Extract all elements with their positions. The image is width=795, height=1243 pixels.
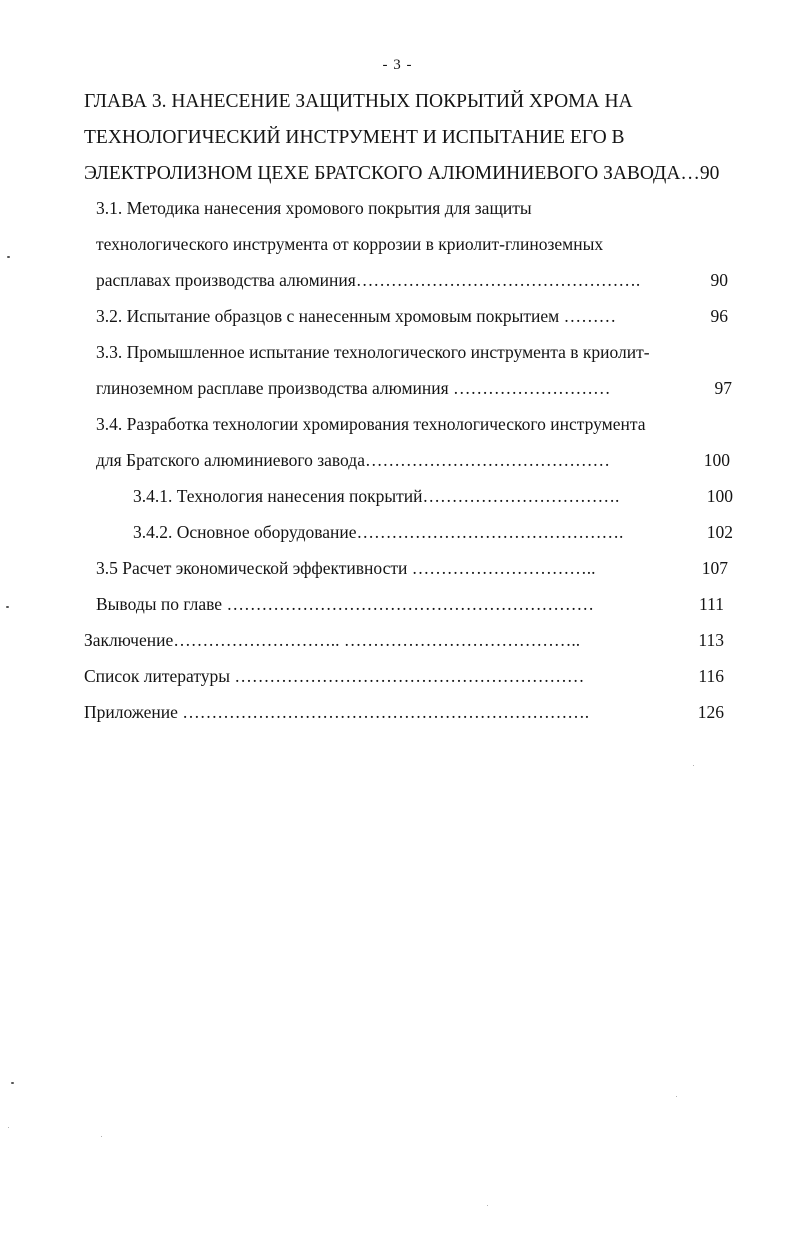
scan-speck: [101, 1136, 102, 1137]
toc-entry-conclusions: Выводы по главе ………………………………………………………: [96, 594, 594, 614]
toc-entry-3-4-2-line-1: 3.4.2. Основное оборудование……………………………………….: [133, 522, 624, 542]
toc-entry-3-4-1-page: 100: [706, 486, 733, 506]
toc-entry-3-1-line-1: 3.1. Методика нанесения хромового покрытия для защиты: [96, 198, 532, 218]
scan-speck: [11, 1082, 14, 1084]
scan-speck: [8, 1127, 9, 1128]
toc-entry-3-2-line-1: 3.2. Испытание образцов с нанесенным хромовым покрытием ………: [96, 306, 617, 326]
scan-speck: [6, 606, 9, 608]
toc-entry-conclusions-page: 111: [699, 594, 724, 614]
toc-entry-3-2-page: 96: [710, 306, 728, 326]
scan-speck: [693, 765, 694, 766]
toc-entry-appendix-page: 126: [697, 702, 724, 722]
toc-entry-3-5-line-1: 3.5 Расчет экономической эффективности …………………………..: [96, 558, 596, 578]
toc-entry-3-4-line-2: для Братского алюминиевого завода……………………………………: [96, 450, 610, 470]
toc-entry-appendix: Приложение …………………………………………………………….: [84, 702, 590, 722]
toc-entry-summary-page: 113: [698, 630, 724, 650]
toc-entry-3-3-line-1: 3.3. Промышленное испытание технологического инструмента в криолит-: [96, 342, 650, 362]
chapter-heading: [84, 84, 734, 192]
scan-speck: [487, 1205, 488, 1206]
toc-entry-3-4-1-line-1: 3.4.1. Технология нанесения покрытий…………………………….: [133, 486, 620, 506]
toc-entry-3-1-page: 90: [710, 270, 728, 290]
toc-entry-3-1-line-2: технологического инструмента от коррозии в криолит-глиноземных: [96, 234, 604, 254]
toc-entry-3-3-line-2: глиноземном расплаве производства алюминия ………………………: [96, 378, 611, 398]
chapter-heading-line-2: ТЕХНОЛОГИЧЕСКИЙ ИНСТРУМЕНТ И ИСПЫТАНИЕ ЕГО В: [84, 127, 625, 148]
scan-speck: [676, 1096, 677, 1097]
chapter-heading-line-1: ГЛАВА 3. НАНЕСЕНИЕ ЗАЩИТНЫХ ПОКРЫТИЙ ХРОМА НА: [84, 91, 633, 112]
toc-entry-3-5-page: 107: [701, 558, 728, 578]
toc-entry-references-page: 116: [698, 666, 724, 686]
page-number: - 3 -: [382, 57, 413, 73]
toc-entry-summary: Заключение……………………….. …………………………………..: [84, 630, 581, 650]
chapter-heading-line-3: ЭЛЕКТРОЛИЗНОМ ЦЕХЕ БРАТСКОГО АЛЮМИНИЕВОГО ЗАВОДА…90: [84, 163, 720, 184]
toc-entry-3-3-page: 97: [714, 378, 732, 398]
toc-entry-references: Список литературы ……………………………………………………: [84, 666, 585, 686]
toc-entry-3-1-line-3: расплавах производства алюминия………………………………………….: [96, 270, 641, 290]
toc-entry-3-4-2-page: 102: [706, 522, 733, 542]
scan-speck: [7, 256, 10, 258]
toc-entry-3-4-line-1: 3.4. Разработка технологии хромирования технологического инструмента: [96, 414, 646, 434]
toc-entry-3-4-page: 100: [703, 450, 730, 470]
